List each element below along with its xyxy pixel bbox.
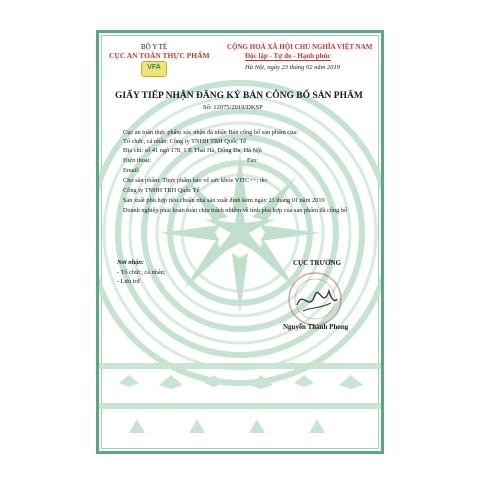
body-line-responsibility: Doanh nghiệp phải hoàn toàn chịu trách nhiệm về tính phù hợp của sản phẩm đã công bố [123, 207, 348, 214]
body-line-intro: Cục an toàn thực phẩm xác nhận đã nhận Bản công bố sản phẩm của: [123, 129, 298, 136]
official-seal [285, 269, 345, 329]
vfa-logo [141, 61, 167, 77]
body-line-product: Cho sản phẩm: Thực phẩm bảo vệ sức khỏe VITC++; do: [123, 177, 268, 184]
place-date: Hà Nội, ngày 23 tháng 02 năm 2019 [245, 64, 340, 71]
body-line-address: Địa chỉ: số 41 ngõ 178, 1 P. Thái Hà, Đống Đa, Hà Nội [123, 147, 262, 154]
motto: Độc lập - Tự do - Hạnh phúc [245, 52, 331, 60]
signer-role: CỤC TRƯỞNG [293, 259, 342, 267]
body-line-manufacturer: Công ty TNHH TRH Quốc Tế [123, 187, 200, 194]
document-number: Số: 12075/2019/DKSP [203, 104, 263, 111]
recipient-item: - Tổ chức, cá nhân; [117, 269, 166, 276]
ministry-name: BỘ Y TẾ [141, 43, 168, 51]
certificate-document [96, 30, 384, 454]
recipients-label: Nơi nhận: [117, 259, 145, 266]
country-name: CỘNG HOÀ XÃ HỘI CHỦ NGHĨA VIỆT NAM [227, 43, 373, 51]
body-line-email: Email: [123, 167, 140, 174]
body-line-organization: Tổ chức, cá nhân: Công ty TNHH TRH Quốc Tế [123, 138, 247, 145]
recipient-item: - Lưu trữ [117, 278, 140, 285]
body-line-standard: Sản xuất phù hợp tiêu chuẩn nhà sản xuất đính kèm ngày 23 tháng 01 năm 2019 [123, 197, 325, 204]
document-title: GIẤY TIẾP NHẬN ĐĂNG KÝ BẢN CÔNG BỐ SẢN PHẨM [115, 91, 363, 101]
body-line-fax: Fax: [247, 157, 259, 164]
body-line-phone: Điện thoại: [123, 157, 152, 164]
vfa-logo-text: VFA [147, 64, 161, 71]
agency-name: CỤC AN TOÀN THỰC PHẨM [109, 51, 210, 60]
signer-name: Nguyễn Thanh Phong [283, 323, 349, 331]
